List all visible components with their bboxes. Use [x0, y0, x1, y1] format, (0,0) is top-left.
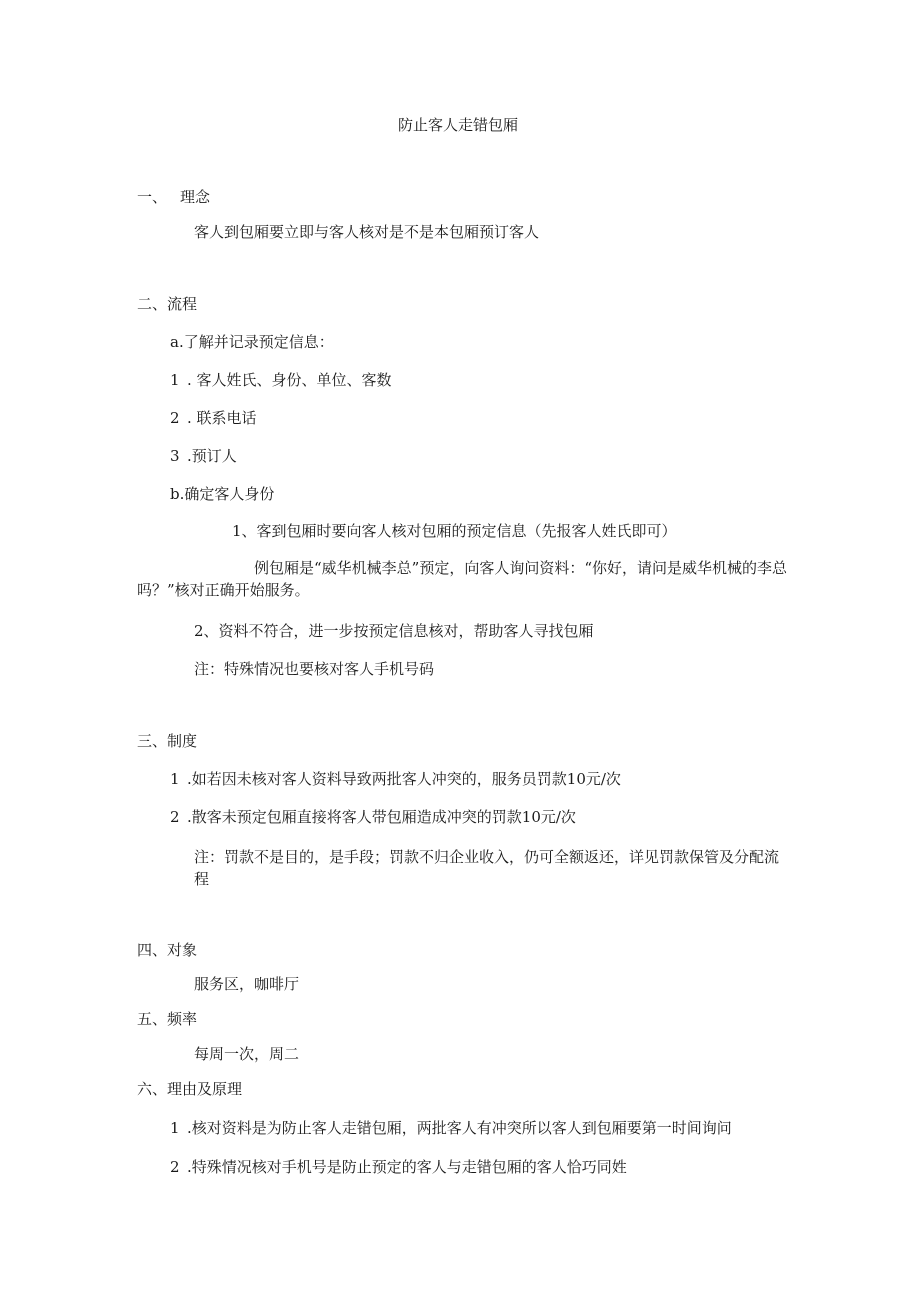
section-6-item-2-number: 2	[170, 1158, 180, 1176]
section-2-heading: 二、流程	[137, 295, 198, 313]
section-3-item-2-number: 2	[170, 808, 180, 826]
section-2-sub-a: a.了解并记录预定信息：	[170, 333, 334, 351]
section-2-b1: 1、客到包厢时要向客人核对包厢的预定信息（先报客人姓氏即可）	[232, 522, 677, 540]
section-2-item-2-text: . 联系电话	[187, 409, 257, 427]
section-2-item-1-number: 1	[170, 371, 180, 389]
section-2-sub-b: b.确定客人身份	[170, 485, 275, 503]
section-2-example: 例包厢是“威华机械李总”预定，向客人询问资料：“你好，请问是威华机械的李总吗？”核对正确开始服务。	[137, 559, 788, 599]
section-2-b2: 2、资料不符合，进一步按预定信息核对，帮助客人寻找包厢	[194, 622, 594, 640]
section-1-body: 客人到包厢要立即与客人核对是不是本包厢预订客人	[194, 223, 540, 241]
section-1-number: 一、	[137, 188, 168, 206]
section-1-heading: 理念	[180, 188, 211, 206]
section-6-item-1-number: 1	[170, 1119, 180, 1137]
section-3-heading: 三、制度	[137, 732, 198, 750]
section-6-item-2-text: .特殊情况核对手机号是防止预定的客人与走错包厢的客人恰巧同姓	[187, 1158, 627, 1176]
document-title: 防止客人走错包厢	[398, 116, 519, 134]
section-3-item-1-number: 1	[170, 770, 180, 788]
section-2-item-3-text: .预订人	[187, 447, 237, 465]
section-2-item-3-number: 3	[170, 447, 180, 465]
section-5-body: 每周一次，周二	[194, 1045, 300, 1063]
section-6-item-1-text: .核对资料是为防止客人走错包厢，两批客人有冲突所以客人到包厢要第一时间询问	[187, 1119, 732, 1137]
section-3-item-1-text: .如若因未核对客人资料导致两批客人冲突的，服务员罚款10元/次	[187, 770, 621, 788]
section-3-item-2-text: .散客未预定包厢直接将客人带包厢造成冲突的罚款10元/次	[187, 808, 576, 826]
section-4-body: 服务区，咖啡厅	[194, 975, 300, 993]
section-2-item-1-text: . 客人姓氏、身份、单位、客数	[187, 371, 392, 389]
section-3-note: 注：罚款不是目的，是手段；罚款不归企业收入，仍可全额返还，详见罚款保管及分配流程	[194, 848, 780, 888]
section-2-item-2-number: 2	[170, 409, 180, 427]
section-2-note: 注：特殊情况也要核对客人手机号码	[194, 660, 435, 678]
section-6-heading: 六、理由及原理	[137, 1080, 243, 1098]
section-5-heading: 五、频率	[137, 1010, 198, 1028]
section-4-heading: 四、对象	[137, 941, 198, 959]
